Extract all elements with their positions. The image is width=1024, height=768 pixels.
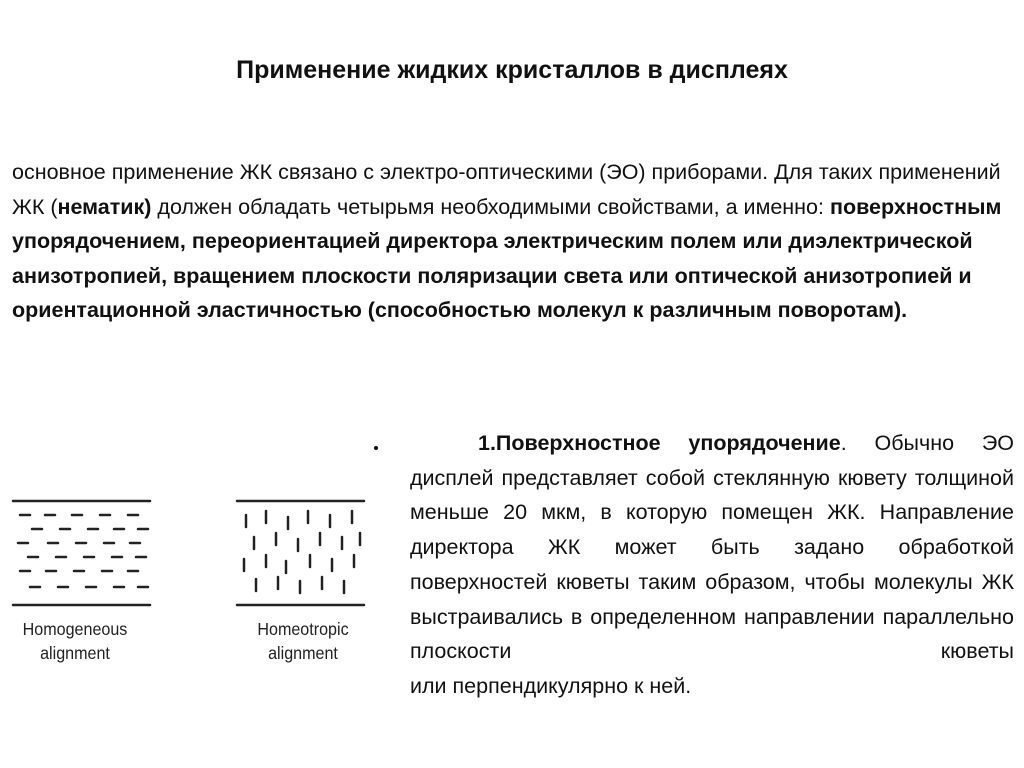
section-heading-end: . — [840, 431, 847, 455]
homeotropic-label-line2: alignment — [268, 643, 338, 663]
section-tail: или перпендикулярно к ней. — [410, 673, 692, 698]
page-title: Применение жидких кристаллов в дисплеях — [236, 56, 788, 84]
homogeneous-label-line1: Homogeneous — [22, 619, 128, 639]
horizontal-molecules — [18, 515, 148, 587]
intro-bold-properties: поверхностным упорядочением, переориентацией директора электрическим полем или диэлектрической анизотропией, вращением плоскости поляризации света или оптической анизотропией и ориентационной эластичностью (способностью молекул к различным поворотам). — [12, 194, 1002, 322]
intro-text-1: основное применение ЖК связано с электро-оптическими (ЭО) приборами. Для таких применений ЖК ( — [12, 160, 1001, 219]
bullet-dot — [374, 446, 378, 450]
homogeneous-label-line2: alignment — [40, 643, 110, 663]
intro-text-2: должен обладать четырьмя необходимыми свойствами, а именно: — [151, 194, 830, 219]
homogeneous-diagram — [10, 495, 160, 615]
homogeneous-label — [6, 617, 144, 665]
intro-bold-nematic: нематик) — [57, 194, 152, 219]
section-paragraph — [410, 426, 1014, 704]
section-heading: 1.Поверхностное упорядочение — [478, 431, 841, 455]
homeotropic-diagram — [232, 493, 372, 613]
vertical-molecules — [244, 511, 360, 593]
homeotropic-label-line1: Homeotropic — [257, 619, 349, 639]
section-body: Обычно ЭО дисплей представляет собой стеклянную кювету толщиной меньше 20 мкм, в которую помещен ЖК. Направление директора ЖК может быть задано обработкой поверхностей кюветы таким образом, чтобы молекулы ЖК выстраивались в определенном направлении параллельно плоскости кюветы — [410, 431, 1015, 664]
intro-paragraph — [12, 155, 1012, 328]
homeotropic-label — [234, 617, 372, 665]
